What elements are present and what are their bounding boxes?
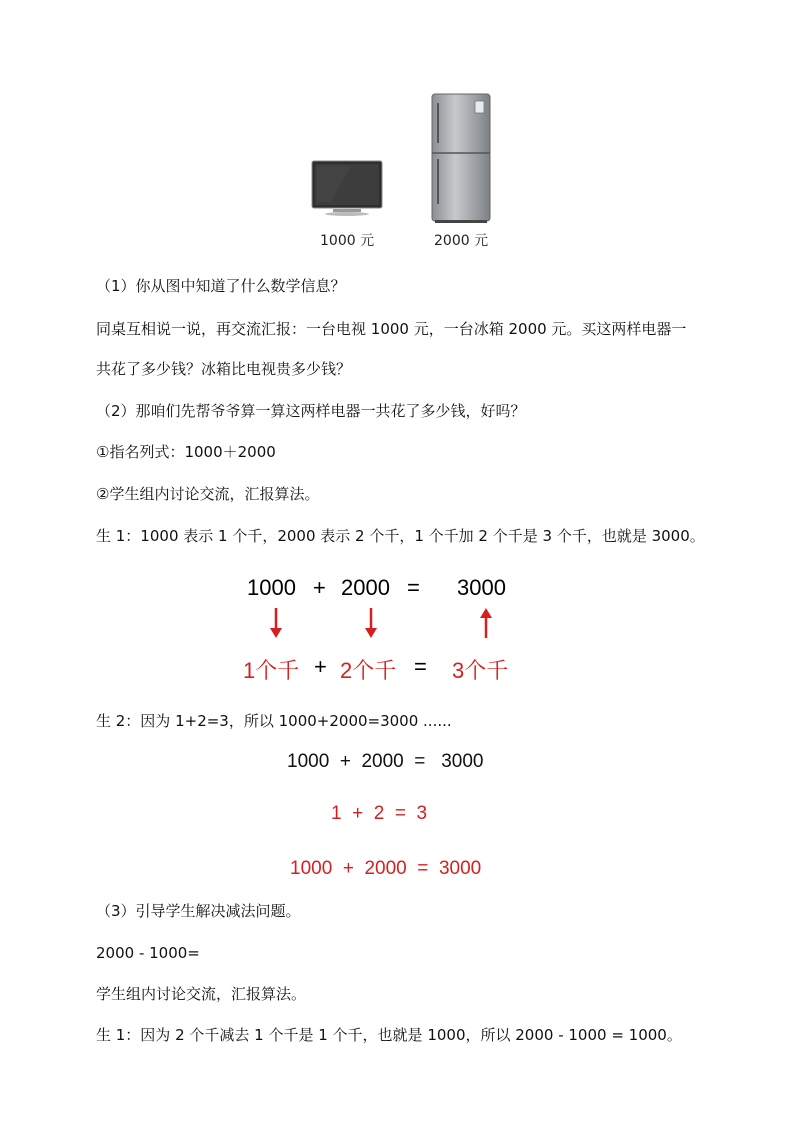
subtraction-expression: 2000 - 1000= <box>96 944 200 962</box>
sum: 3000 <box>457 575 506 600</box>
addend-1: 1000 <box>247 575 296 600</box>
thousand-3: 3个千 <box>452 658 509 683</box>
question-2: （2）那咱们先帮爷爷算一算这两样电器一共花了多少钱，好吗？ <box>96 402 526 420</box>
equals-sign: = <box>407 575 420 600</box>
thousand-2: 2个千 <box>340 658 397 683</box>
thousand-1: 1个千 <box>243 658 300 683</box>
tv-price: 1000 元 <box>320 233 375 249</box>
addend-2: 2000 <box>341 575 390 600</box>
equation-line-2: 1 + 2 = 3 <box>331 803 428 824</box>
fridge-image <box>431 93 491 224</box>
equation-line-1: 1000 + 2000 = 3000 <box>287 751 484 772</box>
discussion: 学生组内讨论交流，汇报算法。 <box>96 985 307 1003</box>
student-2-answer: 生 2：因为 1+2=3，所以 1000+2000=3000 ...... <box>96 712 452 730</box>
paragraph-1a: 同桌互相说一说，再交流汇报：一台电视 1000 元，一台冰箱 2000 元。买这两样电器一 <box>96 320 687 338</box>
equals-sign-red: = <box>414 654 427 679</box>
plus-sign-red: + <box>314 654 327 679</box>
student-1-answer: 生 1：1000 表示 1 个千，2000 表示 2 个千，1 个千加 2 个千是 3 个千，也就是 3000。 <box>96 527 705 545</box>
plus-sign: + <box>313 575 326 600</box>
arrow-down-2 <box>365 608 377 638</box>
equation-line-3: 1000 + 2000 = 3000 <box>290 858 482 879</box>
step-1: ①指名列式：1000＋2000 <box>96 443 276 461</box>
fridge-price: 2000 元 <box>434 233 489 249</box>
arrow-up-3 <box>480 608 492 638</box>
paragraph-1b: 共花了多少钱？冰箱比电视贵多少钱？ <box>96 360 352 378</box>
student-1-subtraction-answer: 生 1：因为 2 个千减去 1 个千是 1 个千，也就是 1000，所以 2000 - 1000 = 1000。 <box>96 1026 682 1044</box>
arrow-down-1 <box>270 608 282 638</box>
question-1: （1）你从图中知道了什么数学信息？ <box>96 277 346 295</box>
question-3: （3）引导学生解决减法问题。 <box>96 902 301 920</box>
step-2: ②学生组内讨论交流，汇报算法。 <box>96 485 320 503</box>
tv-image <box>311 160 383 216</box>
